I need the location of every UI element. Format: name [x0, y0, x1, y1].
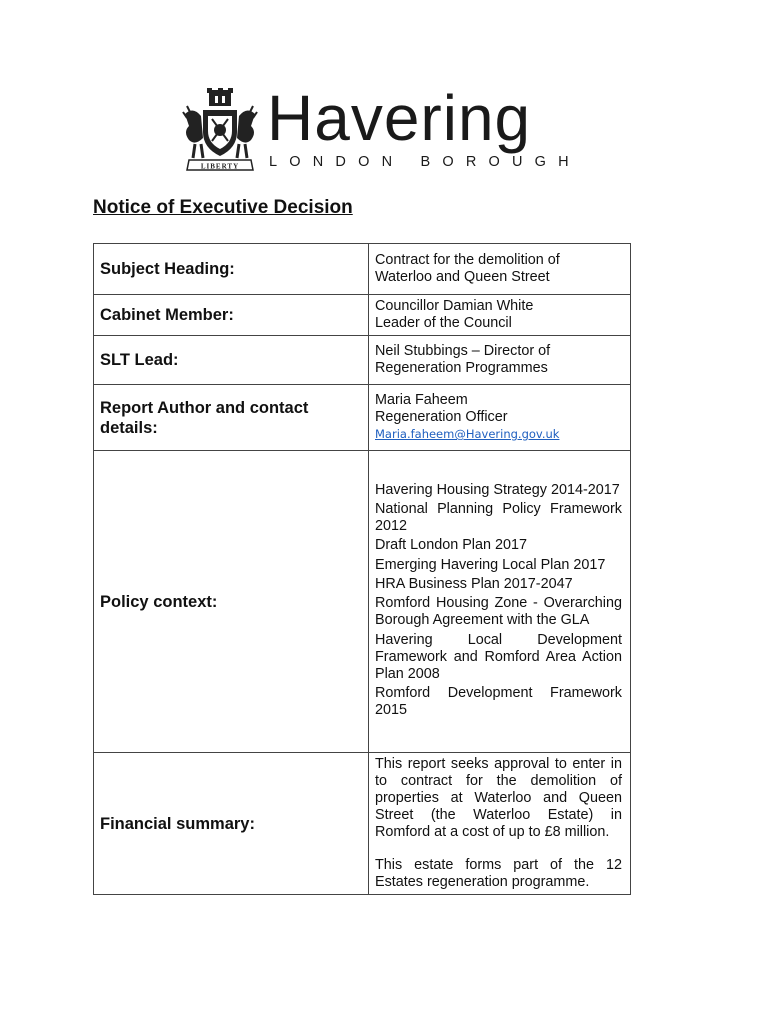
report-author-label-line-1: Report Author and contact — [100, 398, 309, 417]
financial-summary-label: Financial summary: — [94, 753, 369, 895]
logo-wordmark: Havering — [267, 82, 532, 154]
policy-item: Draft London Plan 2017 — [375, 537, 528, 554]
policy-item: Romford Development Framework 2015 — [375, 684, 622, 718]
author-role: Regeneration Officer — [375, 409, 508, 425]
policy-item: Romford Housing Zone - Overarching Borough Agreement with the GLA — [375, 595, 622, 629]
cabinet-line-2: Leader of the Council — [375, 315, 512, 331]
author-email-link[interactable]: Maria.faheem@Havering.gov.uk — [375, 427, 560, 441]
author-name: Maria Faheem — [375, 392, 468, 408]
motto-text: LIBERTY — [200, 162, 240, 171]
policy-item: Havering Local Development Framework and Romford Area Action Plan 2008 — [375, 631, 622, 682]
table-row-policy — [94, 451, 631, 753]
policy-context-label: Policy context: — [94, 451, 369, 753]
havering-logo — [181, 82, 581, 178]
financial-paragraph-1: This report seeks approval to enter in to contract for the demolition of properties at Waterloo and Queen Street (the Waterloo Estate) in Romford at a cost of up to £8 million. — [375, 756, 622, 840]
subject-heading-label: Subject Heading: — [94, 244, 369, 295]
table-row-cabinet — [94, 295, 631, 336]
table-row-slt — [94, 336, 631, 385]
report-author-label-line-2: details: — [100, 418, 158, 437]
table-row-financial — [94, 753, 631, 895]
decision-table — [93, 243, 631, 895]
borough-crest-icon — [181, 88, 259, 174]
cabinet-member-label: Cabinet Member: — [94, 295, 369, 336]
financial-paragraph-2: This estate forms part of the 12 Estates regeneration programme. — [375, 857, 622, 890]
slt-line-2: Regeneration Programmes — [375, 360, 548, 376]
subject-heading-value — [369, 244, 631, 295]
policy-context-value — [369, 451, 631, 753]
table-row-subject — [94, 244, 631, 295]
document-title: Notice of Executive Decision — [93, 197, 353, 218]
policy-item: Emerging Havering Local Plan 2017 — [375, 556, 606, 573]
policy-item: National Planning Policy Framework 2012 — [375, 501, 622, 535]
table-row-author — [94, 385, 631, 451]
slt-lead-value — [369, 336, 631, 385]
report-author-value — [369, 385, 631, 451]
financial-summary-value — [369, 753, 631, 895]
report-author-label — [94, 385, 369, 451]
subject-line-1: Contract for the demolition of — [375, 252, 560, 268]
subject-line-2: Waterloo and Queen Street — [375, 269, 550, 285]
logo-subtitle: LONDON BOROUGH — [269, 154, 581, 170]
cabinet-member-value — [369, 295, 631, 336]
policy-item: HRA Business Plan 2017-2047 — [375, 576, 573, 592]
cabinet-line-1: Councillor Damian White — [375, 298, 534, 314]
slt-lead-label: SLT Lead: — [94, 336, 369, 385]
policy-item: Havering Housing Strategy 2014-2017 — [375, 481, 620, 498]
slt-line-1: Neil Stubbings – Director of — [375, 343, 551, 359]
